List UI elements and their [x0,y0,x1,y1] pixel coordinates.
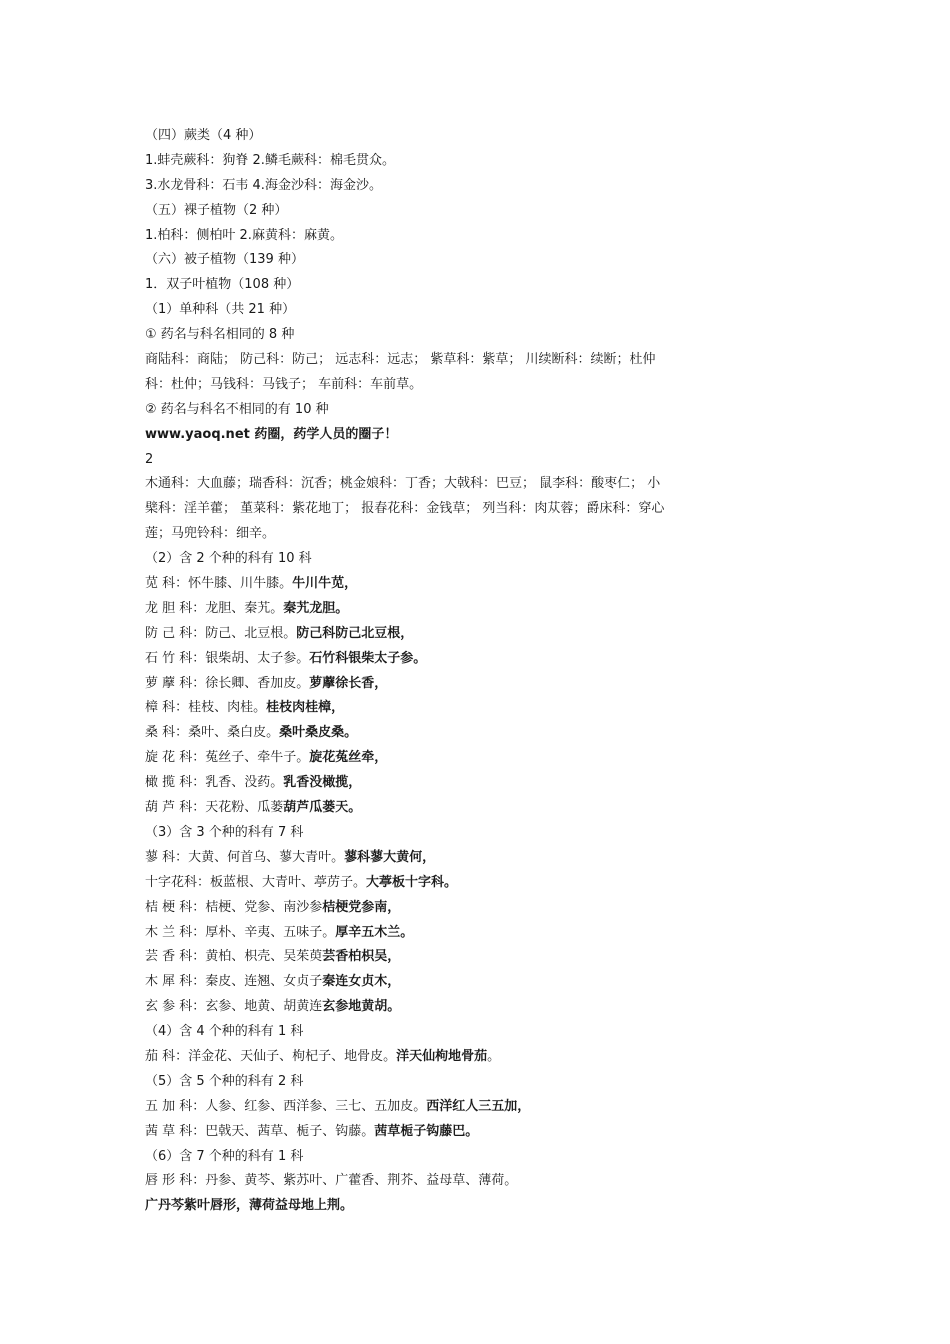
mnemonic-bold: 茜草栀子钩藤巴。 [374,1123,479,1139]
line-text: 萝 藦 科：徐长卿、香加皮。 [145,675,310,691]
text-line [145,896,755,921]
line-text: 2 [145,451,154,467]
text-line [145,1045,755,1070]
text-line [145,672,755,697]
text-line [145,199,755,224]
text-line [145,373,755,398]
mnemonic-bold: 玄参地黄胡。 [322,999,401,1015]
line-text: 苋 科：怀牛膝、川牛膝。 [145,576,293,592]
line-text: （3）含 3 个种的科有 7 科 [145,824,304,840]
mnemonic-bold: 芸香柏枳吴， [322,949,401,965]
text-line [145,1169,755,1194]
line-tail: 。 [487,1048,501,1064]
line-text: 1.蚌壳蕨科：狗脊 2.鳞毛蕨科：棉毛贯众。 [145,152,395,168]
line-text: 唇 形 科：丹参、黄芩、紫苏叶、广藿香、荆芥、益母草、薄荷。 [145,1173,518,1189]
line-text: 茜 草 科：巴戟天、茜草、栀子、钩藤。 [145,1123,375,1139]
text-line [145,1070,755,1095]
line-text: 蓼 科：大黄、何首乌、蓼大青叶。 [145,849,345,865]
mnemonic-bold: 蓼科蓼大黄何， [344,849,436,865]
line-text: （2）含 2 个种的科有 10 科 [145,551,312,567]
line-text: ① 药名与科名相同的 8 种 [145,327,295,343]
mnemonic-bold: 乳香没橄揽， [283,775,362,791]
text-line [145,1194,755,1219]
text-line [145,846,755,871]
line-text: （5）含 5 个种的科有 2 科 [145,1073,304,1089]
line-text: 石 竹 科：银柴胡、太子参。 [145,650,310,666]
line-text: （4）含 4 个种的科有 1 科 [145,1024,304,1040]
line-text: 檗科：淫羊藿； 堇菜科：紫花地丁； 报春花科：金钱草； 列当科：肉苁蓉；爵床科：穿心 [145,501,665,517]
mnemonic-bold: www.yaoq.net 药圈，药学人员的圈子！ [145,426,398,442]
text-line [145,1120,755,1145]
line-text: （6）含 7 个种的科有 1 科 [145,1148,304,1164]
text-line [145,721,755,746]
line-text: 商陆科：商陆； 防己科：防己； 远志科：远志； 紫草科：紫草； 川续断科：续断；杜仲 [145,352,656,368]
text-line [145,124,755,149]
text-line [145,472,755,497]
text-line [145,572,755,597]
mnemonic-bold: 萝藦徐长香， [309,675,388,691]
mnemonic-bold: 厚辛五木兰。 [335,924,414,940]
line-text: 樟 科：桂枝、肉桂。 [145,700,267,716]
text-line [145,547,755,572]
text-line [145,995,755,1020]
line-text: 科：杜仲；马钱科：马钱子； 车前科：车前草。 [145,376,423,392]
mnemonic-bold: 葫芦瓜蒌天。 [283,800,362,816]
text-line [145,1095,755,1120]
text-line [145,298,755,323]
line-text: 橄 揽 科：乳香、没药。 [145,775,284,791]
text-line [145,622,755,647]
text-line [145,871,755,896]
text-line [145,323,755,348]
line-text: 桑 科：桑叶、桑白皮。 [145,725,280,741]
line-text: （六）被子植物（139 种） [145,252,304,268]
line-text: 芸 香 科：黄柏、枳壳、吴茱萸 [145,949,323,965]
text-line [145,771,755,796]
line-text: 莲；马兜铃科：细辛。 [145,526,276,542]
line-text: 五 加 科：人参、红参、西洋参、三七、五加皮。 [145,1098,427,1114]
mnemonic-bold: 防己科防己北豆根， [296,625,414,641]
line-text: 葫 芦 科：天花粉、瓜蒌 [145,800,284,816]
text-line [145,348,755,373]
line-text: 玄 参 科：玄参、地黄、胡黄连 [145,999,323,1015]
mnemonic-bold: 广丹芩紫叶唇形，薄荷益母地上荆。 [145,1198,354,1214]
text-line [145,248,755,273]
text-line [145,696,755,721]
line-text: 3.水龙骨科：石韦 4.海金沙科：海金沙。 [145,177,382,193]
mnemonic-bold: 大葶板十字科。 [366,874,458,890]
line-text: 十字花科：板蓝根、大青叶、葶苈子。 [145,874,367,890]
line-text: （1）单种科（共 21 种） [145,302,296,318]
line-text: 1.柏科：侧柏叶 2.麻黄科：麻黄。 [145,227,343,243]
line-text: 1．双子叶植物（108 种） [145,277,300,293]
mnemonic-bold: 石竹科银柴太子参。 [309,650,427,666]
text-line [145,224,755,249]
text-line [145,398,755,423]
text-line [145,174,755,199]
text-line [145,647,755,672]
line-text: 桔 梗 科：桔梗、党参、南沙参 [145,899,323,915]
text-line [145,448,755,473]
text-line [145,149,755,174]
document-body [145,124,755,1219]
text-line [145,497,755,522]
text-line [145,746,755,771]
mnemonic-bold: 桔梗党参南， [322,899,401,915]
text-line [145,796,755,821]
mnemonic-bold: 秦艽龙胆。 [283,600,349,616]
mnemonic-bold: 旋花菟丝牵， [309,750,388,766]
text-line [145,970,755,995]
text-line [145,821,755,846]
text-line [145,423,755,448]
line-text: （四）蕨类（4 种） [145,128,262,143]
line-text: 木 兰 科：厚朴、辛夷、五味子。 [145,924,336,940]
text-line [145,273,755,298]
mnemonic-bold: 秦连女贞木， [322,974,401,990]
line-text: 龙 胆 科：龙胆、秦艽。 [145,600,284,616]
text-line [145,522,755,547]
line-text: 木通科：大血藤；瑞香科：沉香；桃金娘科：丁香；大戟科：巴豆； 鼠李科：酸枣仁； 小 [145,476,661,492]
line-text: 旋 花 科：菟丝子、牵牛子。 [145,750,310,766]
mnemonic-bold: 桂枝肉桂樟， [266,700,345,716]
mnemonic-bold: 牛川牛苋， [292,576,358,592]
mnemonic-bold: 洋天仙枸地骨茄 [396,1048,488,1064]
text-line [145,945,755,970]
text-line [145,1145,755,1170]
line-text: ② 药名与科名不相同的有 10 种 [145,401,329,417]
line-text: 木 犀 科：秦皮、连翘、女贞子 [145,974,323,990]
mnemonic-bold: 桑叶桑皮桑。 [279,725,358,741]
text-line [145,597,755,622]
line-text: （五）裸子植物（2 种） [145,202,288,218]
mnemonic-bold: 西洋红人三五加， [426,1098,531,1114]
text-line [145,1020,755,1045]
text-line [145,921,755,946]
line-text: 防 己 科：防己、北豆根。 [145,625,297,641]
line-text: 茄 科：洋金花、天仙子、枸杞子、地骨皮。 [145,1048,397,1064]
